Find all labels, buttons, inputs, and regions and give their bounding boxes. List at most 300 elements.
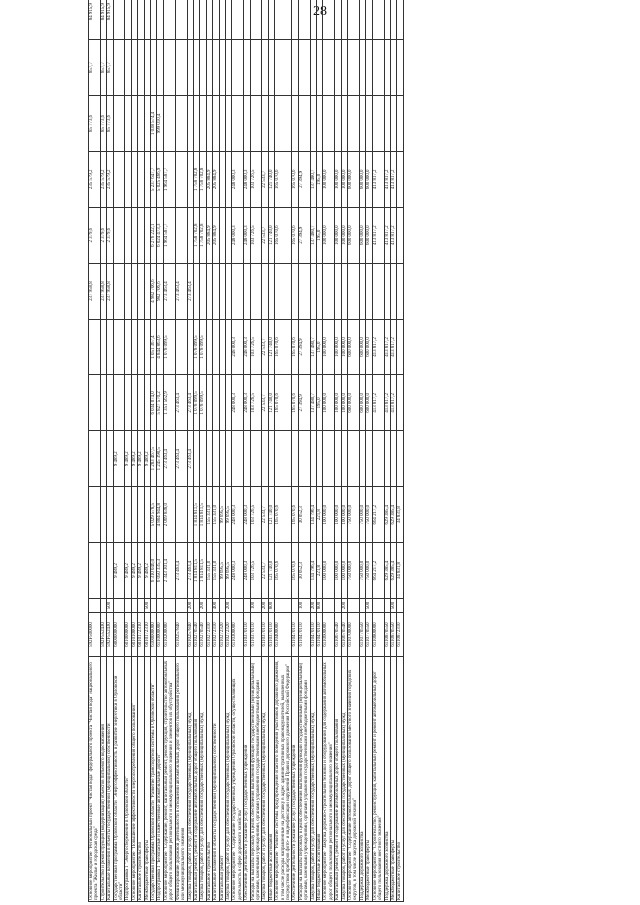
row-value-cell: 1 758 702,8	[193, 151, 199, 207]
row-value-cell: 84 915,9	[89, 0, 101, 40]
row-name-cell: Закупка товаров, работ и услуг для обеспечения государственных (муниципальных) нужд	[341, 657, 347, 902]
row-value-cell: 84 915,9	[107, 0, 113, 40]
row-code-cell: 6110870550	[384, 613, 390, 657]
table-row	[275, 0, 292, 902]
row-value-cell: 1 758 702,8	[200, 151, 206, 207]
row-name-cell: Поддержка дорожного хозяйства	[384, 657, 390, 902]
row-value-cell: 4 804 944,8	[157, 487, 163, 543]
row-value-cell: 2 069 838,0	[163, 487, 175, 543]
row-value-cell: 1 964 587,7	[163, 151, 175, 207]
row-value-cell: 600 000,0	[359, 151, 365, 207]
row-value-cell: 248 000,3	[244, 543, 250, 599]
rotated-table-container	[88, 3, 606, 902]
row-value-cell: 221,8	[317, 487, 323, 543]
row-value-cell	[397, 263, 403, 319]
row-value-cell: 100 000,0	[323, 319, 335, 375]
row-value-cell: 413 817,2	[390, 207, 396, 263]
row-value-cell	[175, 207, 187, 263]
row-value-cell: 248 000,3	[232, 151, 244, 207]
row-code-cell: 6110770550	[359, 613, 365, 657]
row-value-cell: 664 217,2	[372, 543, 384, 599]
row-value-cell	[348, 0, 360, 40]
row-value-cell: 273 463,4	[175, 263, 187, 319]
row-value-cell	[250, 0, 262, 40]
row-code-cell: 6110770550	[366, 613, 372, 657]
row-value-cell: 1 814 811,5	[193, 543, 199, 599]
row-kvr-cell: 500	[390, 599, 396, 613]
row-value-cell: 273 463,4	[175, 431, 187, 487]
row-value-cell: 27 394,9	[298, 151, 310, 207]
row-name-cell: Поддержка дорожного хозяйства	[359, 657, 365, 902]
page-number: 28	[313, 4, 327, 19]
row-code-cell: 6010172310	[138, 613, 144, 657]
row-value-cell	[89, 319, 101, 375]
row-value-cell: 273 463,4	[175, 543, 187, 599]
row-value-cell: 413 817,2	[372, 319, 384, 375]
row-value-cell	[298, 0, 310, 40]
row-value-cell: 205 884,9	[206, 207, 212, 263]
row-value-cell	[348, 431, 360, 487]
row-value-cell: 5 827 570,2	[157, 375, 163, 431]
row-value-cell	[175, 151, 187, 207]
row-value-cell: 600 000,0	[366, 207, 372, 263]
row-value-cell: 1 814 811,5	[200, 543, 206, 599]
row-value-cell: 100 000,0	[335, 375, 341, 431]
row-kvr-cell	[397, 599, 403, 613]
row-name-cell: Капитальное строительство	[138, 657, 144, 902]
row-name-cell: Основное мероприятие "Содержание, ремонт, капитальный ремонт, реконструкция, строительство автомобильных дорог общего пользования регионального и межмуниципального значения и элементов их обустройства"	[163, 657, 175, 902]
row-value-cell	[232, 263, 244, 319]
row-value-cell: 103 726,5	[250, 543, 262, 599]
row-value-cell	[323, 431, 335, 487]
row-value-cell: 1 078 099,5	[200, 319, 206, 375]
row-value-cell: 600 000,0	[366, 375, 372, 431]
row-value-cell: 9 489,2	[138, 543, 144, 599]
row-value-cell: 205 884,9	[213, 151, 219, 207]
row-value-cell: 237 958,8	[107, 263, 113, 319]
row-value-cell: 103 726,5	[250, 151, 262, 207]
row-value-cell	[397, 431, 403, 487]
row-name-cell: Межбюджетные трансферты	[390, 657, 396, 902]
row-name-cell: Капитальные вложения в объекты государственной (муниципальной) собственности	[213, 657, 219, 902]
row-code-cell: 6110272310	[206, 613, 212, 657]
row-value-cell	[232, 40, 244, 96]
table-row	[323, 0, 335, 902]
row-name-cell: Расходы на выплаты персоналу в целях обеспечения выполнения функций государственными (муниципальными) органами, казенными учреждениями, органами управления государственными внебюджетными фондами	[298, 657, 310, 902]
row-code-cell: 6110272320	[225, 613, 231, 657]
row-value-cell: 165 070,6	[275, 375, 292, 431]
row-value-cell: 629 385,4	[384, 543, 390, 599]
row-name-cell: Основное мероприятие "Закупка дорожно-строительной техники и оборудования для содержания автомобильных дорог общего пользования регионального и межмуниципального значения"	[323, 657, 335, 902]
row-value-cell: 600 000,0	[359, 207, 365, 263]
row-value-cell: 857,7	[100, 40, 106, 96]
row-value-cell: 600 000,0	[359, 375, 365, 431]
row-value-cell	[348, 263, 360, 319]
table-row	[163, 0, 175, 902]
row-code-cell: 6110200000	[163, 613, 175, 657]
row-value-cell	[298, 95, 310, 151]
row-value-cell: 235 579,2	[89, 151, 101, 207]
row-value-cell: 121 740,0	[268, 375, 274, 431]
row-value-cell: 100 000,0	[323, 151, 335, 207]
row-value-cell: 248 000,3	[244, 319, 250, 375]
row-value-cell: 629 385,4	[384, 487, 390, 543]
row-value-cell: 22 533,7	[262, 319, 268, 375]
row-name-cell: Капитальный ремонт	[219, 657, 225, 902]
row-value-cell: 103 726,5	[250, 207, 262, 263]
row-value-cell: 750 000,0	[359, 487, 365, 543]
row-value-cell: 34 831,8	[397, 487, 403, 543]
row-value-cell: 273 463,4	[187, 263, 193, 319]
row-value-cell	[113, 319, 125, 375]
row-value-cell	[372, 431, 384, 487]
row-value-cell: 1 964 587,7	[163, 207, 175, 263]
row-code-cell: 6110800000	[372, 613, 384, 657]
row-value-cell: 22 533,7	[262, 151, 268, 207]
row-value-cell: 413 817,2	[384, 151, 390, 207]
row-value-cell: 273 463,4	[163, 263, 175, 319]
row-value-cell: 2 379,6	[107, 207, 113, 263]
row-value-cell: 155 331,0	[213, 487, 219, 543]
row-value-cell	[89, 487, 101, 543]
row-value-cell: 100 000,0	[335, 543, 341, 599]
row-name-cell: Основное мероприятие "Содержание государственных учреждений Орловской области, осуществляющих деятельность в сфере дорожного хозяйства"	[232, 657, 244, 902]
row-value-cell: 248 000,3	[244, 207, 250, 263]
row-value-cell: 99 695,5	[225, 487, 231, 543]
row-value-cell: 85 773,6	[100, 95, 106, 151]
row-value-cell: 165 070,6	[292, 487, 298, 543]
row-value-cell: 629 385,4	[390, 543, 396, 599]
row-value-cell	[372, 0, 384, 40]
row-value-cell: 2 343 301,4	[163, 543, 175, 599]
row-value-cell: 22 533,7	[262, 543, 268, 599]
row-kvr-cell	[275, 599, 292, 613]
row-kvr-cell	[348, 599, 360, 613]
row-code-cell: 6000000000	[113, 613, 125, 657]
row-value-cell	[89, 543, 101, 599]
row-value-cell: 22 533,7	[262, 207, 268, 263]
row-value-cell: 155 331,0	[206, 487, 212, 543]
row-value-cell: 9 489,2	[113, 543, 125, 599]
row-kvr-cell	[89, 599, 101, 613]
row-value-cell	[397, 375, 403, 431]
row-value-cell	[113, 263, 125, 319]
row-kvr-cell: 500	[107, 599, 113, 613]
row-code-cell: 6110270540	[200, 613, 206, 657]
row-kvr-cell: 200	[262, 599, 268, 613]
row-value-cell: 195,0	[317, 207, 323, 263]
row-name-cell: Расходы на выплаты персоналу в целях обеспечения выполнения функций государственными (муниципальными) органами, казенными учреждениями, органами управления государственными внебюджетными фондами	[250, 657, 262, 902]
row-value-cell: 1 245 390,5	[157, 431, 163, 487]
row-code-cell: 6110272310	[213, 613, 219, 657]
row-value-cell: 121 740,0	[268, 319, 274, 375]
row-kvr-cell	[232, 599, 244, 613]
row-kvr-cell: 500	[366, 599, 372, 613]
row-name-cell: Закупка товаров, работ и услуг для обеспечения государственных (муниципальных) нужд	[225, 657, 231, 902]
row-value-cell: 248 000,3	[244, 375, 250, 431]
row-value-cell: 413 817,2	[390, 319, 396, 375]
row-value-cell	[175, 319, 187, 375]
row-value-cell	[232, 431, 244, 487]
row-name-cell: Обеспечение деятельности (оказание услуг) государственных учреждений	[244, 657, 250, 902]
row-kvr-cell: 200	[341, 599, 347, 613]
row-name-cell: Подпрограмма 1 "Энергосбережение в Орловской области"	[125, 657, 131, 902]
row-value-cell: 103 726,5	[250, 487, 262, 543]
row-value-cell	[275, 95, 292, 151]
row-value-cell	[232, 95, 244, 151]
row-code-cell: 6110700000	[348, 613, 360, 657]
row-value-cell: 30 052,3	[298, 543, 310, 599]
row-code-cell: 592F552430	[100, 613, 106, 657]
row-value-cell: 273 463,4	[175, 375, 187, 431]
row-value-cell: 5 025 466,9	[157, 151, 163, 207]
budget-table	[88, 0, 404, 902]
row-value-cell: 248 000,3	[232, 319, 244, 375]
row-code-cell: 6100000000	[151, 613, 157, 657]
row-value-cell: 248 000,3	[232, 207, 244, 263]
row-kvr-cell	[163, 599, 175, 613]
row-value-cell	[113, 0, 125, 40]
row-value-cell: 248 000,3	[244, 487, 250, 543]
row-value-cell	[397, 95, 403, 151]
row-value-cell: 273 463,4	[187, 375, 193, 431]
row-value-cell: 1 078 099,5	[193, 375, 199, 431]
row-value-cell: 205 884,9	[213, 207, 219, 263]
row-value-cell: 1 038 574,4	[151, 95, 157, 151]
row-name-cell: Основное мероприятие "Повышение эффективности энергопотребления общего пользования"	[131, 657, 137, 902]
row-value-cell	[113, 375, 125, 431]
row-value-cell: 750 000,0	[366, 487, 372, 543]
row-value-cell: 6 050 335,3	[157, 543, 163, 599]
row-name-cell: Основное мероприятие "Развитие системы предупреждения опасного поведения участников дорожного движения, в том числе расходы направленные на доставку в адрес административных правонарушителей, выявленных посредством приборов фото- и видеофиксации нарушений Правил дорожного движения Российской Федерации"	[275, 657, 292, 902]
row-value-cell: 137 480,7	[310, 375, 316, 431]
row-name-cell: Финансирование дорожной деятельности в отношении автомобильных дорог общего пользования регионального или межмуниципального значения	[175, 657, 187, 902]
row-value-cell: 100 000,0	[323, 487, 335, 543]
row-value-cell: 1 283 467,5	[151, 431, 157, 487]
row-code-cell: 6010172310	[144, 613, 150, 657]
row-value-cell	[298, 40, 310, 96]
row-value-cell: 1 814 811,5	[193, 487, 199, 543]
row-value-cell: 857,7	[107, 40, 113, 96]
row-value-cell	[163, 0, 175, 40]
table-row	[348, 0, 360, 902]
row-name-cell: Основное мероприятие "Строительство, реконструкция, капитальный ремонт и ремонт автомобильных дорог общего пользования местного значения"	[372, 657, 384, 902]
row-value-cell: 413 817,2	[390, 151, 396, 207]
row-value-cell: 273 463,4	[187, 543, 193, 599]
row-code-cell: 6110400000	[275, 613, 292, 657]
row-value-cell: 600 000,0	[348, 375, 360, 431]
row-value-cell	[298, 263, 310, 319]
table-row	[232, 0, 244, 902]
row-name-cell: Строительство и реконструкция (модернизация) объектов питьевого водоснабжения	[100, 657, 106, 902]
row-value-cell	[275, 0, 292, 40]
row-value-cell: 413 817,2	[372, 207, 384, 263]
row-value-cell: 600 000,0	[359, 319, 365, 375]
row-kvr-cell: 800	[317, 599, 323, 613]
row-code-cell: 6110870550	[390, 613, 396, 657]
row-value-cell	[372, 263, 384, 319]
row-value-cell	[175, 95, 187, 151]
row-value-cell: 165 070,6	[292, 375, 298, 431]
row-value-cell: 413 817,2	[384, 375, 390, 431]
row-value-cell: 600 000,0	[348, 151, 360, 207]
row-value-cell	[232, 0, 244, 40]
row-value-cell	[323, 40, 335, 96]
row-value-cell	[113, 95, 125, 151]
row-value-cell: 34 831,8	[397, 543, 403, 599]
row-value-cell: 235 579,2	[100, 151, 106, 207]
row-kvr-cell	[323, 599, 335, 613]
row-value-cell: 248 000,3	[244, 151, 250, 207]
row-name-cell: Капитальный ремонт, ремонт и содержание автомобильных дорог общего пользования	[193, 657, 199, 902]
row-value-cell: 165 070,6	[292, 319, 298, 375]
row-value-cell: 27 394,9	[298, 207, 310, 263]
row-value-cell: 4 982 706,6	[151, 263, 157, 319]
row-value-cell	[113, 151, 125, 207]
row-value-cell: 4 844 863,6	[157, 319, 163, 375]
row-value-cell: 237 958,8	[89, 263, 101, 319]
row-value-cell: 165 070,6	[275, 151, 292, 207]
row-value-cell	[250, 263, 262, 319]
row-value-cell: 195,0	[317, 151, 323, 207]
row-value-cell	[113, 207, 125, 263]
row-value-cell: 9 489,2	[125, 431, 131, 487]
row-value-cell: 85 773,6	[89, 95, 101, 151]
row-value-cell: 165 070,6	[275, 487, 292, 543]
table-row	[250, 0, 262, 902]
row-value-cell: 999 010,4	[157, 95, 163, 151]
row-value-cell: 235 579,2	[107, 151, 113, 207]
row-value-cell: 100 000,0	[341, 151, 347, 207]
row-name-cell: Иные бюджетные ассигнования	[268, 657, 274, 902]
row-value-cell: 27 394,9	[298, 319, 310, 375]
table-row	[397, 0, 403, 902]
row-value-cell: 664 217,2	[372, 487, 384, 543]
row-value-cell: 100 000,0	[323, 543, 335, 599]
row-value-cell: 137 480,7	[310, 207, 316, 263]
row-value-cell: 134 796,4	[310, 543, 316, 599]
table-row	[89, 0, 101, 902]
row-name-cell: Капитальное строительство	[206, 657, 212, 902]
row-code-cell: 6110370110	[244, 613, 250, 657]
row-value-cell: 413 817,2	[390, 375, 396, 431]
row-value-cell: 750 000,0	[366, 543, 372, 599]
row-value-cell: 2 379,6	[89, 207, 101, 263]
row-value-cell: 6 310 046,0	[151, 543, 157, 599]
row-value-cell: 155 331,0	[213, 543, 219, 599]
row-code-cell: 6110470110	[317, 613, 323, 657]
row-kvr-cell: 100	[250, 599, 262, 613]
row-value-cell: 1 758 702,8	[193, 207, 199, 263]
row-value-cell: 600 000,0	[366, 151, 372, 207]
row-value-cell: 273 463,4	[187, 431, 193, 487]
row-name-cell: Иные бюджетные ассигнования	[317, 657, 323, 902]
row-name-cell: Основное мероприятие "Региональный проект "Чистая вода" федерального проекта "Чистая вода" национального проекта "Жилье и городская среда"	[89, 657, 101, 902]
row-value-cell: 100 000,0	[335, 487, 341, 543]
row-value-cell: 6 034 074,0	[151, 375, 157, 431]
row-value-cell: 100 000,0	[341, 319, 347, 375]
row-value-cell	[397, 319, 403, 375]
row-value-cell: 99 695,5	[225, 543, 231, 599]
row-value-cell: 100 000,0	[341, 487, 347, 543]
row-value-cell: 137 480,7	[310, 151, 316, 207]
row-value-cell	[397, 151, 403, 207]
row-code-cell: 6110470110	[298, 613, 310, 657]
row-kvr-cell: 100	[298, 599, 310, 613]
row-value-cell: 134 796,4	[310, 487, 316, 543]
row-value-cell: 9 489,2	[113, 431, 125, 487]
row-value-cell: 2 379,6	[100, 207, 106, 263]
row-name-cell: Межбюджетные трансферты	[366, 657, 372, 902]
row-code-cell: 592F500000	[89, 613, 101, 657]
row-value-cell: 85 773,6	[107, 95, 113, 151]
row-value-cell: 195,0	[317, 375, 323, 431]
row-name-cell: Закупка товаров, работ и услуг для обеспечения государственных (муниципальных) нужд	[187, 657, 193, 902]
row-value-cell	[397, 207, 403, 263]
row-value-cell: 221,8	[317, 543, 323, 599]
row-value-cell: 9 489,2	[144, 543, 150, 599]
row-value-cell: 6 276 222,1	[151, 207, 157, 263]
row-code-cell: 6110272320	[219, 613, 225, 657]
row-code-cell: 6110370110	[250, 613, 262, 657]
row-name-cell: Капитальное строительство	[397, 657, 403, 902]
row-value-cell: 750 000,0	[348, 543, 360, 599]
row-value-cell: 100 000,0	[341, 375, 347, 431]
row-value-cell: 1 758 702,8	[200, 207, 206, 263]
row-name-cell: Капитальные вложения в объекты государственной (муниципальной) собственности	[107, 657, 113, 902]
row-value-cell	[89, 431, 101, 487]
row-value-cell: 121 740,0	[268, 207, 274, 263]
row-value-cell: 195,0	[317, 319, 323, 375]
row-value-cell: 121 740,0	[268, 543, 274, 599]
row-name-cell: Основное мероприятие "Содержание автомобильных дорог общего пользования местного значения городских округов, в том числе закупка дорожной техники"	[348, 657, 360, 902]
row-code-cell: 6110300000	[232, 613, 244, 657]
row-kvr-cell: 200	[187, 599, 193, 613]
row-value-cell	[348, 40, 360, 96]
row-code-cell: 6110872310	[397, 613, 403, 657]
row-value-cell: 273 463,4	[163, 431, 175, 487]
row-value-cell: 103 726,5	[250, 375, 262, 431]
row-code-cell: 6110257840	[187, 613, 193, 657]
row-value-cell	[323, 263, 335, 319]
row-value-cell: 165 070,6	[275, 543, 292, 599]
row-value-cell: 9 489,2	[144, 431, 150, 487]
table-row	[113, 0, 125, 902]
row-value-cell: 100 000,0	[335, 151, 341, 207]
row-name-cell: Капитальный ремонт, ремонт и содержание автомобильных дорог общего пользования	[335, 657, 341, 902]
row-kvr-cell: 500	[144, 599, 150, 613]
row-name-cell: Государственная программа Орловской области "Развитие транспортной системы в Орловской области"	[151, 657, 157, 902]
row-value-cell	[250, 431, 262, 487]
row-value-cell: 103 726,5	[250, 319, 262, 375]
row-name-cell: Обеспечение деятельности (оказание услуг) государственных учреждений	[292, 657, 298, 902]
row-value-cell	[323, 0, 335, 40]
row-value-cell	[175, 0, 187, 40]
row-value-cell	[250, 40, 262, 96]
row-value-cell: 1 078 099,5	[200, 375, 206, 431]
row-value-cell	[275, 431, 292, 487]
table-body	[89, 0, 404, 902]
table-row	[298, 0, 310, 902]
row-code-cell: 6110257840	[175, 613, 187, 657]
row-value-cell: 629 385,4	[390, 487, 396, 543]
row-code-cell: 6110470110	[292, 613, 298, 657]
row-value-cell: 600 000,0	[366, 319, 372, 375]
row-value-cell: 857,7	[89, 40, 101, 96]
row-code-cell: 6110370110	[262, 613, 268, 657]
row-value-cell: 121 740,0	[268, 487, 274, 543]
row-value-cell: 413 817,2	[384, 207, 390, 263]
